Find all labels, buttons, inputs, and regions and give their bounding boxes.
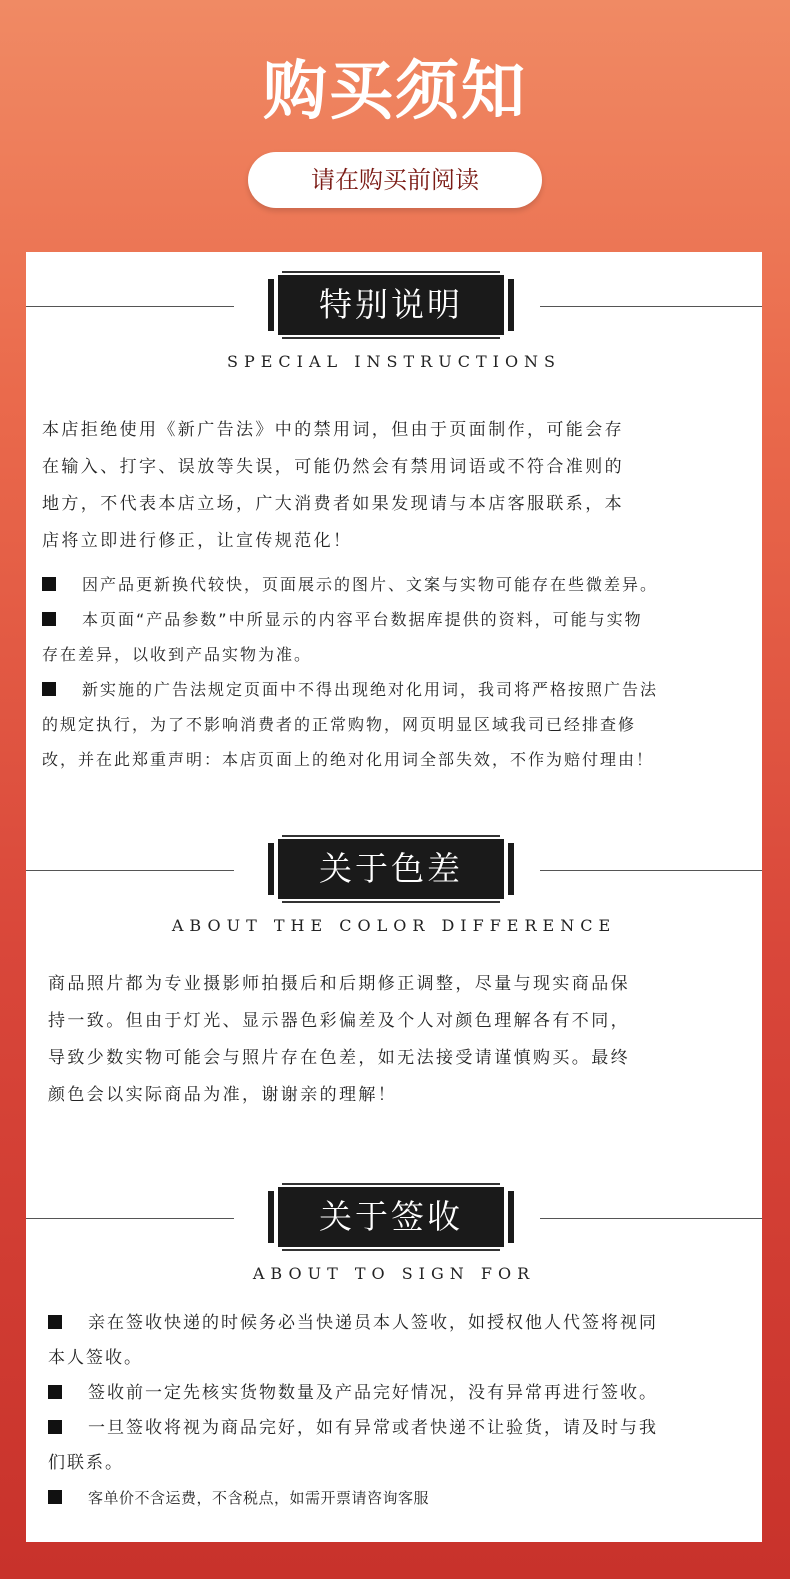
text-line: 在输入、打字、误放等失误，可能仍然会有禁用词语或不符合准则的 (42, 457, 624, 477)
plaque-edge (282, 271, 500, 273)
text-line: 本店拒绝使用《新广告法》中的禁用词，但由于页面制作，可能会存 (42, 420, 624, 440)
text-line: 持一致。但由于灯光、显示器色彩偏差及个人对颜色理解各有不同， (48, 1011, 630, 1031)
section-special-title-text: 特别说明 (319, 285, 463, 324)
header-subtitle-pill: 请在购买前阅读 (248, 152, 542, 208)
bullet-square-icon (48, 1490, 62, 1504)
special-bullet-1: 因产品更新换代较快，页面展示的图片、文案与实物可能存在些微差异。 (42, 567, 658, 602)
divider-line (540, 1218, 762, 1219)
bullet-square-icon (42, 577, 56, 591)
text-line: 地方，不代表本店立场，广大消费者如果发现请与本店客服联系，本 (42, 494, 624, 514)
bullet-square-icon (48, 1385, 62, 1399)
section-color-english: ABOUT THE COLOR DIFFERENCE (171, 916, 617, 935)
plaque-edge (282, 835, 500, 837)
section-sign-english: ABOUT TO SIGN FOR (252, 1264, 536, 1283)
text-line: 导致少数实物可能会与照片存在色差，如无法接受请谨慎购买。最终 (48, 1048, 630, 1068)
bullet-square-icon (48, 1315, 62, 1329)
plaque-edge (282, 901, 500, 903)
section-special-title (278, 275, 504, 335)
text-line: 店将立即进行修正，让宣传规范化！ (42, 531, 353, 551)
bullet-square-icon (42, 612, 56, 626)
text-line: 商品照片都为专业摄影师拍摄后和后期修正调整，尽量与现实商品保 (48, 974, 630, 994)
section-sign-title-text: 关于签收 (319, 1197, 463, 1236)
sign-bullet-1: 亲在签收快递的时候务必当快递员本人签收，如授权他人代签将视同 本人签收。 (48, 1313, 658, 1368)
special-bullet-2: 本页面“产品参数”中所显示的内容平台数据库提供的资料，可能与实物 存在差异，以收到产品实物为准。 (42, 610, 643, 664)
divider-line (26, 870, 234, 871)
divider-line (26, 306, 234, 307)
bullet-square-icon (48, 1420, 62, 1434)
section-sign-header (26, 1187, 762, 1251)
plaque-edge (282, 1183, 500, 1185)
sign-bullet-3: 一旦签收将视为商品完好，如有异常或者快递不让验货，请及时与我 们联系。 (48, 1418, 658, 1473)
divider-line (26, 1218, 234, 1219)
header-title: 购买须知 (263, 55, 527, 129)
divider-line (540, 306, 762, 307)
section-color-title (278, 839, 504, 899)
special-intro (42, 412, 624, 560)
section-special-english: SPECIAL INSTRUCTIONS (226, 352, 562, 371)
color-paragraph (48, 966, 630, 1114)
special-bullet-3: 新实施的广告法规定页面中不得出现绝对化用词，我司将严格按照广告法 的规定执行，为了不影响消费者的正常购物，网页明显区域我司已经排查修 改，并在此郑重声明：本店页面上的绝对化用词全部失效，不作为赔付理由！ (42, 680, 659, 769)
divider-line (540, 870, 762, 871)
section-color-title-text: 关于色差 (319, 849, 463, 888)
section-color-header (26, 839, 762, 903)
section-special-header (26, 275, 762, 339)
sign-bullet-4: 客单价不含运费，不含税点，如需开票请咨询客服 (48, 1481, 429, 1516)
text-line: 颜色会以实际商品为准，谢谢亲的理解！ (48, 1085, 398, 1105)
plaque-edge (282, 337, 500, 339)
bullet-square-icon (42, 682, 56, 696)
notice-card (26, 252, 762, 1542)
section-sign-title (278, 1187, 504, 1247)
plaque-edge (282, 1249, 500, 1251)
sign-bullet-2: 签收前一定先核实货物数量及产品完好情况，没有异常再进行签收。 (48, 1376, 658, 1411)
